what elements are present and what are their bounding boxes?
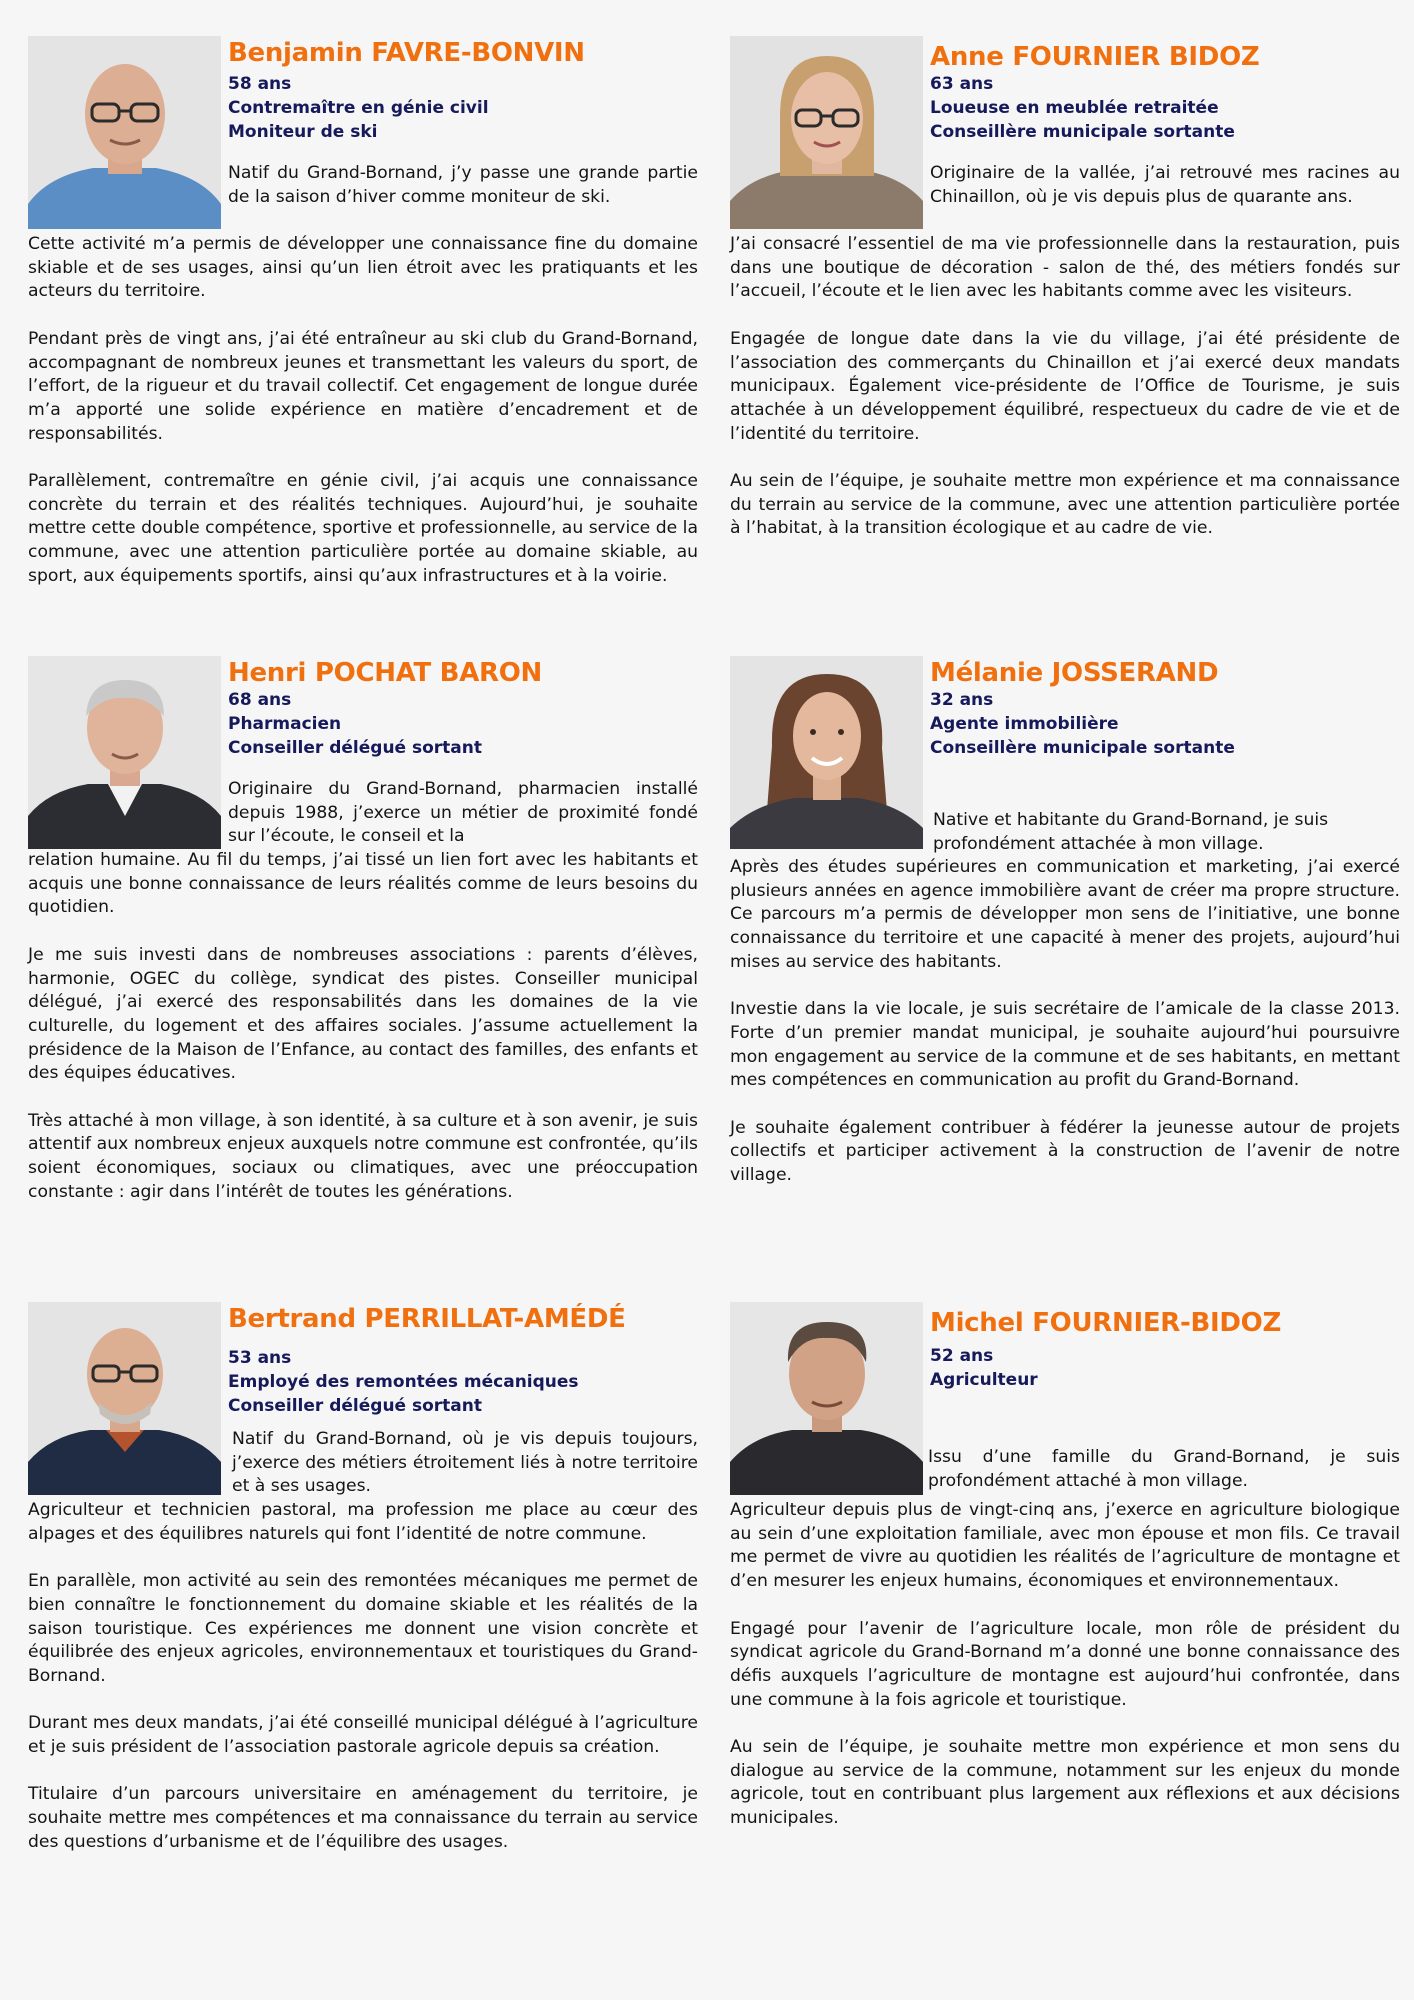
portrait-icon — [730, 1302, 923, 1495]
candidate-photo — [28, 656, 221, 849]
bio-paragraph: Cette activité m’a permis de développer une connaissance fine du domaine skiable et de ses usages, ainsi qu’un lien étroit avec les pratiquants et les acteurs du territoire. — [28, 234, 698, 302]
candidate-name: Bertrand PERRILLAT-AMÉDÉ — [228, 1304, 626, 1334]
candidate-role: Loueuse en meublée retraitée — [930, 98, 1219, 118]
candidate-age: 52 ans — [930, 1346, 994, 1366]
candidate-role: Conseiller délégué sortant — [228, 738, 483, 758]
candidate-bio — [730, 233, 1400, 541]
candidate-bio — [28, 1499, 698, 1855]
bio-paragraph: relation humaine. Au fil du temps, j’ai tissé un lien fort avec les habitants et acquis une bonne connaissance de leurs réalités comme de leurs besoins du quotidien. — [28, 850, 698, 918]
candidate-intro: Natif du Grand-Bornand, où je vis depuis toujours, j’exerce des métiers étroitement liés à notre territoire et à ses usages. — [232, 1429, 698, 1497]
bio-paragraph: Titulaire d’un parcours universitaire en aménagement du territoire, je souhaite mettre mes compétences et ma connaissance du terrain au service des questions d’urbanisme et de l’équilibre des usages. — [28, 1784, 698, 1852]
candidate-role: Conseillère municipale sortante — [930, 122, 1235, 142]
candidate-photo — [730, 36, 923, 229]
bio-paragraph: Après des études supérieures en communication et marketing, j’ai exercé plusieurs années en agence immobilière avant de créer ma propre structure. Ce parcours m’a permis de développer mon sens de l’initiative, une bonne connaissance du territoire et une capacité à mener des projets, aujourd’hui mises au service des habitants. — [730, 857, 1400, 972]
bio-paragraph: Pendant près de vingt ans, j’ai été entraîneur au ski club du Grand-Bornand, accompagnant de nombreux jeunes et transmettant les valeurs du sport, de l’effort, de la rigueur et du travail collectif. Cet engagement de longue durée m’a apporté une solide expérience en matière d’encadrement et de responsabilités. — [28, 328, 698, 444]
candidate-intro: Originaire de la vallée, j’ai retrouvé mes racines au Chinaillon, où je vis depuis plus de quarante ans. — [930, 163, 1400, 207]
candidate-bio — [28, 233, 698, 589]
candidate-bio — [28, 849, 698, 1205]
portrait-icon — [28, 1302, 221, 1495]
candidate-bio — [730, 856, 1400, 1188]
portrait-icon — [28, 656, 221, 849]
bio-paragraph: J’ai consacré l’essentiel de ma vie professionnelle dans la restauration, puis dans une boutique de décoration - salon de thé, des métiers fondés sur l’accueil, l’écoute et le lien avec les habitants comme avec les visiteurs. — [730, 234, 1400, 302]
bio-paragraph: Je souhaite également contribuer à fédérer la jeunesse autour de projets collectifs et participer activement à la construction de l’avenir de notre village. — [730, 1117, 1400, 1186]
portrait-icon — [730, 656, 923, 849]
candidate-intro: Originaire du Grand-Bornand, pharmacien installé depuis 1988, j’exerce un métier de proximité fondé sur l’écoute, le conseil et la — [228, 779, 698, 847]
candidate-name: Henri POCHAT BARON — [228, 658, 543, 688]
bio-paragraph: Durant mes deux mandats, j’ai été conseillé municipal délégué à l’agriculture et je suis président de l’association pastorale agricole depuis sa création. — [28, 1713, 698, 1757]
candidate-role: Conseillère municipale sortante — [930, 738, 1235, 758]
candidate-name: Anne FOURNIER BIDOZ — [930, 42, 1260, 72]
candidate-age: 53 ans — [228, 1348, 292, 1368]
portrait-icon — [28, 36, 221, 229]
candidate-bio — [730, 1499, 1400, 1831]
candidate-role: Moniteur de ski — [228, 122, 378, 142]
candidate-name: Benjamin FAVRE-BONVIN — [228, 38, 585, 68]
bio-paragraph: Agriculteur depuis plus de vingt-cinq ans, j’exerce en agriculture biologique au sein d’une exploitation familiale, avec mon épouse et mon fils. Ce travail me permet de vivre au quotidien les réalités de l’agriculture de montagne et d’en mesurer les enjeux humains, économiques et environnementaux. — [730, 1500, 1400, 1592]
candidate-name: Michel FOURNIER-BIDOZ — [930, 1308, 1282, 1338]
bio-paragraph: En parallèle, mon activité au sein des remontées mécaniques me permet de bien connaître le fonctionnement du domaine skiable et les réalités de la saison touristique. Ces expériences me donnent une vision concrète et équilibrée des enjeux agricoles, environnementaux et touristiques du Grand-Bornand. — [28, 1571, 698, 1686]
bio-paragraph: Investie dans la vie locale, je suis secrétaire de l’amicale de la classe 2013. Forte d’un premier mandat municipal, je souhaite aujourd’hui poursuivre mon engagement au service de la commune et de ses habitants, en mettant mes compétences en communication au profit du Grand-Bornand. — [730, 999, 1400, 1091]
candidate-role: Agente immobilière — [930, 714, 1119, 734]
candidate-photo — [730, 656, 923, 849]
candidate-age: 58 ans — [228, 74, 292, 94]
candidate-intro: Native et habitante du Grand-Bornand, je suis profondément attachée à mon village. — [933, 810, 1329, 854]
bio-paragraph: Je me suis investi dans de nombreuses associations : parents d’élèves, harmonie, OGEC du collège, syndicat des pistes. Conseiller municipal délégué, j’ai exercé des responsabilités dans les domaines de la vie culturelle, du logement et des affaires sociales. J’assume actuellement la présidence de la Maison de l’Enfance, au contact des familles, des enfants et des équipes éducatives. — [28, 944, 698, 1084]
bio-paragraph: Engagé pour l’avenir de l’agriculture locale, mon rôle de président du syndicat agricole du Grand-Bornand m’a donné une bonne connaissance des défis auxquels l’agriculture de montagne est aujourd’hui confrontée, dans une commune à la fois agricole et touristique. — [730, 1618, 1400, 1710]
bio-paragraph: Parallèlement, contremaître en génie civil, j’ai acquis une connaissance concrète du terrain et des réalités techniques. Aujourd’hui, je souhaite mettre cette double compétence, sportive et professionnelle, au service de la commune, avec une attention particulière portée au domaine skiable, au sport, aux équipements sportifs, ainsi qu’aux infrastructures et à la voirie. — [28, 471, 698, 586]
candidate-name: Mélanie JOSSERAND — [930, 658, 1219, 688]
candidate-role: Contremaître en génie civil — [228, 98, 489, 118]
candidate-role: Conseiller délégué sortant — [228, 1396, 483, 1416]
bio-paragraph: Engagée de longue date dans la vie du village, j’ai été présidente de l’association des commerçants du Chinaillon et j’ai exercé deux mandats municipaux. Également vice-présidente de l’Office de Tourisme, je suis attachée à un développement équilibré, respectueux du cadre de vie et de l’identité du territoire. — [730, 328, 1400, 444]
candidate-role: Employé des remontées mécaniques — [228, 1372, 579, 1392]
candidate-age: 68 ans — [228, 690, 292, 710]
candidate-photo — [28, 36, 221, 229]
candidate-age: 32 ans — [930, 690, 994, 710]
candidate-intro: Natif du Grand-Bornand, j’y passe une grande partie de la saison d’hiver comme moniteur de ski. — [228, 163, 698, 207]
candidate-photo — [28, 1302, 221, 1495]
bio-paragraph: Agriculteur et technicien pastoral, ma profession me place au cœur des alpages et des équilibres naturels qui font l’identité de notre commune. — [28, 1500, 698, 1544]
candidate-age: 63 ans — [930, 74, 994, 94]
candidate-role: Agriculteur — [930, 1370, 1038, 1390]
candidate-role: Pharmacien — [228, 714, 342, 734]
candidate-photo — [730, 1302, 923, 1495]
bio-paragraph: Au sein de l’équipe, je souhaite mettre mon expérience et ma connaissance du terrain au service de la commune, avec une attention particulière portée à l’habitat, à la transition écologique et au cadre de vie. — [730, 471, 1400, 539]
bio-paragraph: Très attaché à mon village, à son identité, à sa culture et à son avenir, je suis attentif aux nombreux enjeux auxquels notre commune est confrontée, qu’ils soient économiques, sociaux ou climatiques, avec une préoccupation constante : agir dans l’intérêt de toutes les générations. — [28, 1110, 698, 1202]
portrait-icon — [730, 36, 923, 229]
bio-paragraph: Au sein de l’équipe, je souhaite mettre mon expérience et mon sens du dialogue au service de la commune, notamment sur les enjeux du monde agricole, tout en contribuant plus largement aux réflexions et aux décisions municipales. — [730, 1737, 1400, 1829]
candidate-intro: Issu d’une famille du Grand-Bornand, je suis profondément attaché à mon village. — [928, 1447, 1400, 1491]
